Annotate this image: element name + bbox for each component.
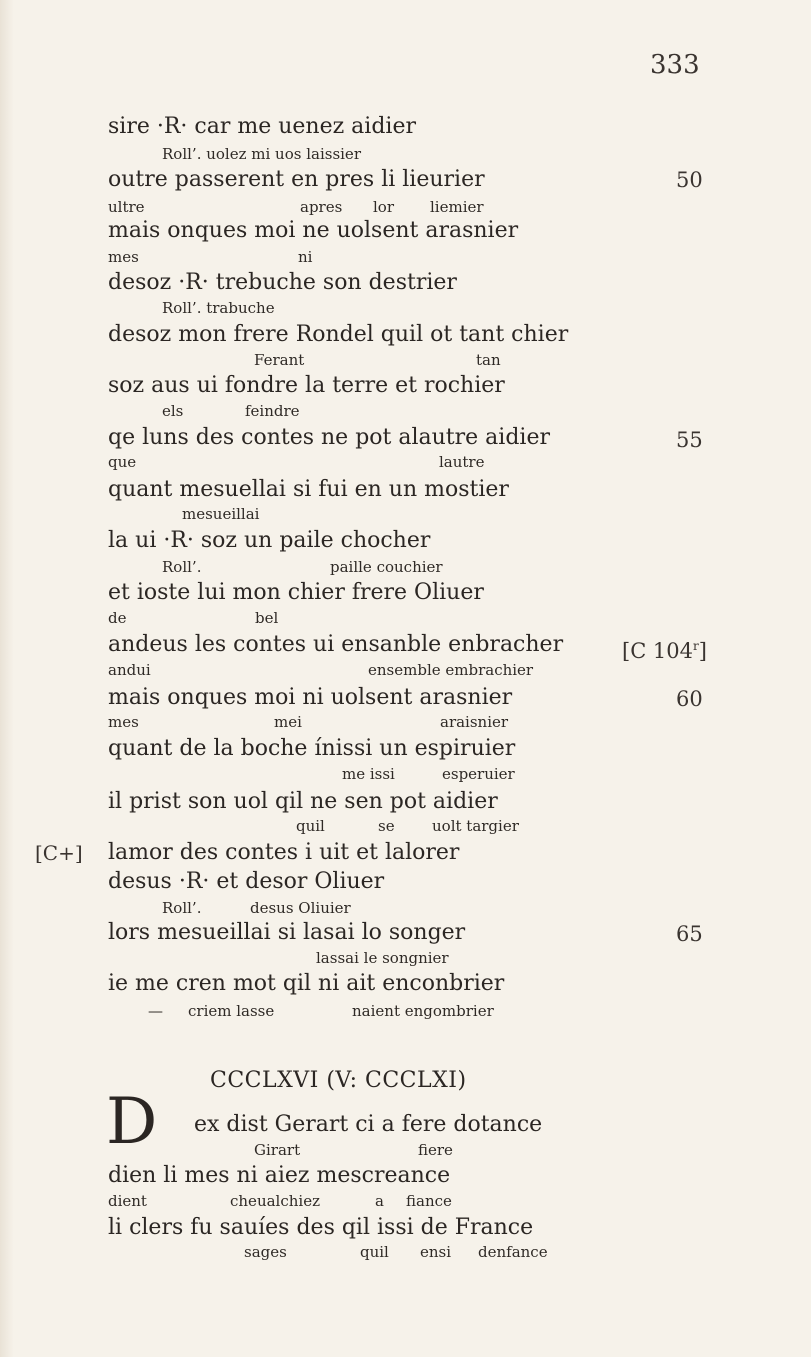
variant-reading: Ferant [254,351,305,369]
page-number: 333 [650,50,700,80]
variant-reading: quil [296,817,325,835]
variant-reading: apres [300,198,343,216]
verse-line: mais onques moi ne uolsent arasnier [108,218,519,243]
variant-reading: feindre [245,402,300,420]
variant-reading: fiere [418,1141,453,1159]
variant-reading: dient [108,1192,147,1210]
verse-line: lors mesueillai si lasai lo songer [108,920,466,945]
variant-reading: ni [298,248,313,266]
variant-reading: lassai le songnier [316,949,449,967]
variant-reading: cheualchiez [230,1192,320,1210]
line-number: 60 [676,687,703,711]
variant-reading: Roll’. [162,899,202,917]
verse-line: desus ·R· et desor Oliuer [108,869,385,894]
variant-reading: Roll’. trabuche [162,299,275,317]
variant-reading: ensi [420,1243,452,1261]
variant-reading: sages [244,1243,287,1261]
variant-reading: liemier [430,198,484,216]
variant-reading: quil [360,1243,389,1261]
verse-line: andeus les contes ui ensanble enbracher [108,632,564,657]
verse-line: qe luns des contes ne pot alautre aidier [108,425,550,450]
verse-line: quant mesuellai si fui en un mostier [108,477,509,502]
variant-reading: denfance [478,1243,548,1261]
verse-line: il prist son uol qil ne sen pot aidier [108,789,498,814]
variant-reading: lautre [439,453,485,471]
verse-line: desoz mon frere Rondel quil ot tant chier [108,322,569,347]
verse-line: ie me cren mot qil ni ait enconbrier [108,971,505,996]
folio-reference: [C 104$^r$] [622,639,707,663]
line-number: 65 [676,922,703,946]
variant-reading: ensemble embrachier [368,661,534,679]
variant-reading: ultre [108,198,145,216]
variant-reading: els [162,402,184,420]
verse-line: desoz ·R· trebuche son destrier [108,270,457,295]
variant-reading: fiance [406,1192,452,1210]
variant-reading: andui [108,661,151,679]
variant-reading: que [108,453,137,471]
verse-line: ex dist Gerart ci a fere dotance [194,1112,543,1137]
variant-reading: lor [373,198,394,216]
line-number: 55 [676,428,703,452]
variant-reading: de [108,609,127,627]
verse-line: dien li mes ni aiez mescreance [108,1163,451,1188]
variant-reading: tan [476,351,501,369]
verse-line: li clers fu sauíes des qil issi de France [108,1215,534,1240]
verse-line: quant de la boche ínissi un espiruier [108,736,516,761]
verse-line: soz aus ui fondre la terre et rochier [108,373,505,398]
variant-reading: mesueillai [182,505,260,523]
variant-reading: mei [274,713,302,731]
verse-line: sire ·R· car me uenez aidier [108,114,416,139]
variant-reading: naient engombrier [352,1002,494,1020]
variant-reading: me issi [342,765,395,783]
variant-reading: Roll’. uolez mi uos laissier [162,145,361,163]
verse-line: et ioste lui mon chier frere Oliuer [108,580,484,605]
variant-reading: a [375,1192,384,1210]
drop-cap: D [106,1085,158,1159]
variant-reading: mes [108,713,139,731]
variant-reading: — [148,1002,163,1020]
variant-reading: mes [108,248,139,266]
line-number: 50 [676,168,703,192]
variant-reading: paille couchier [330,558,443,576]
verse-line: la ui ·R· soz un paile chocher [108,528,431,553]
variant-reading: esperuier [442,765,515,783]
variant-reading: Girart [254,1141,301,1159]
variant-reading: Roll’. [162,558,202,576]
variant-reading: bel [255,609,279,627]
manuscript-marker: [C+] [35,841,83,865]
verse-line: lamor des contes i uit et lalorer [108,840,460,865]
variant-reading: se [378,817,395,835]
variant-reading: criem lasse [188,1002,275,1020]
page-gutter-shadow [0,0,14,1357]
section-heading: CCCLXVI (V: CCCLXI) [210,1068,467,1093]
variant-reading: desus Oliuier [250,899,351,917]
verse-line: mais onques moi ni uolsent arasnier [108,685,513,710]
variant-reading: araisnier [440,713,509,731]
variant-reading: uolt targier [432,817,519,835]
verse-line: outre passerent en pres li lieurier [108,167,485,192]
